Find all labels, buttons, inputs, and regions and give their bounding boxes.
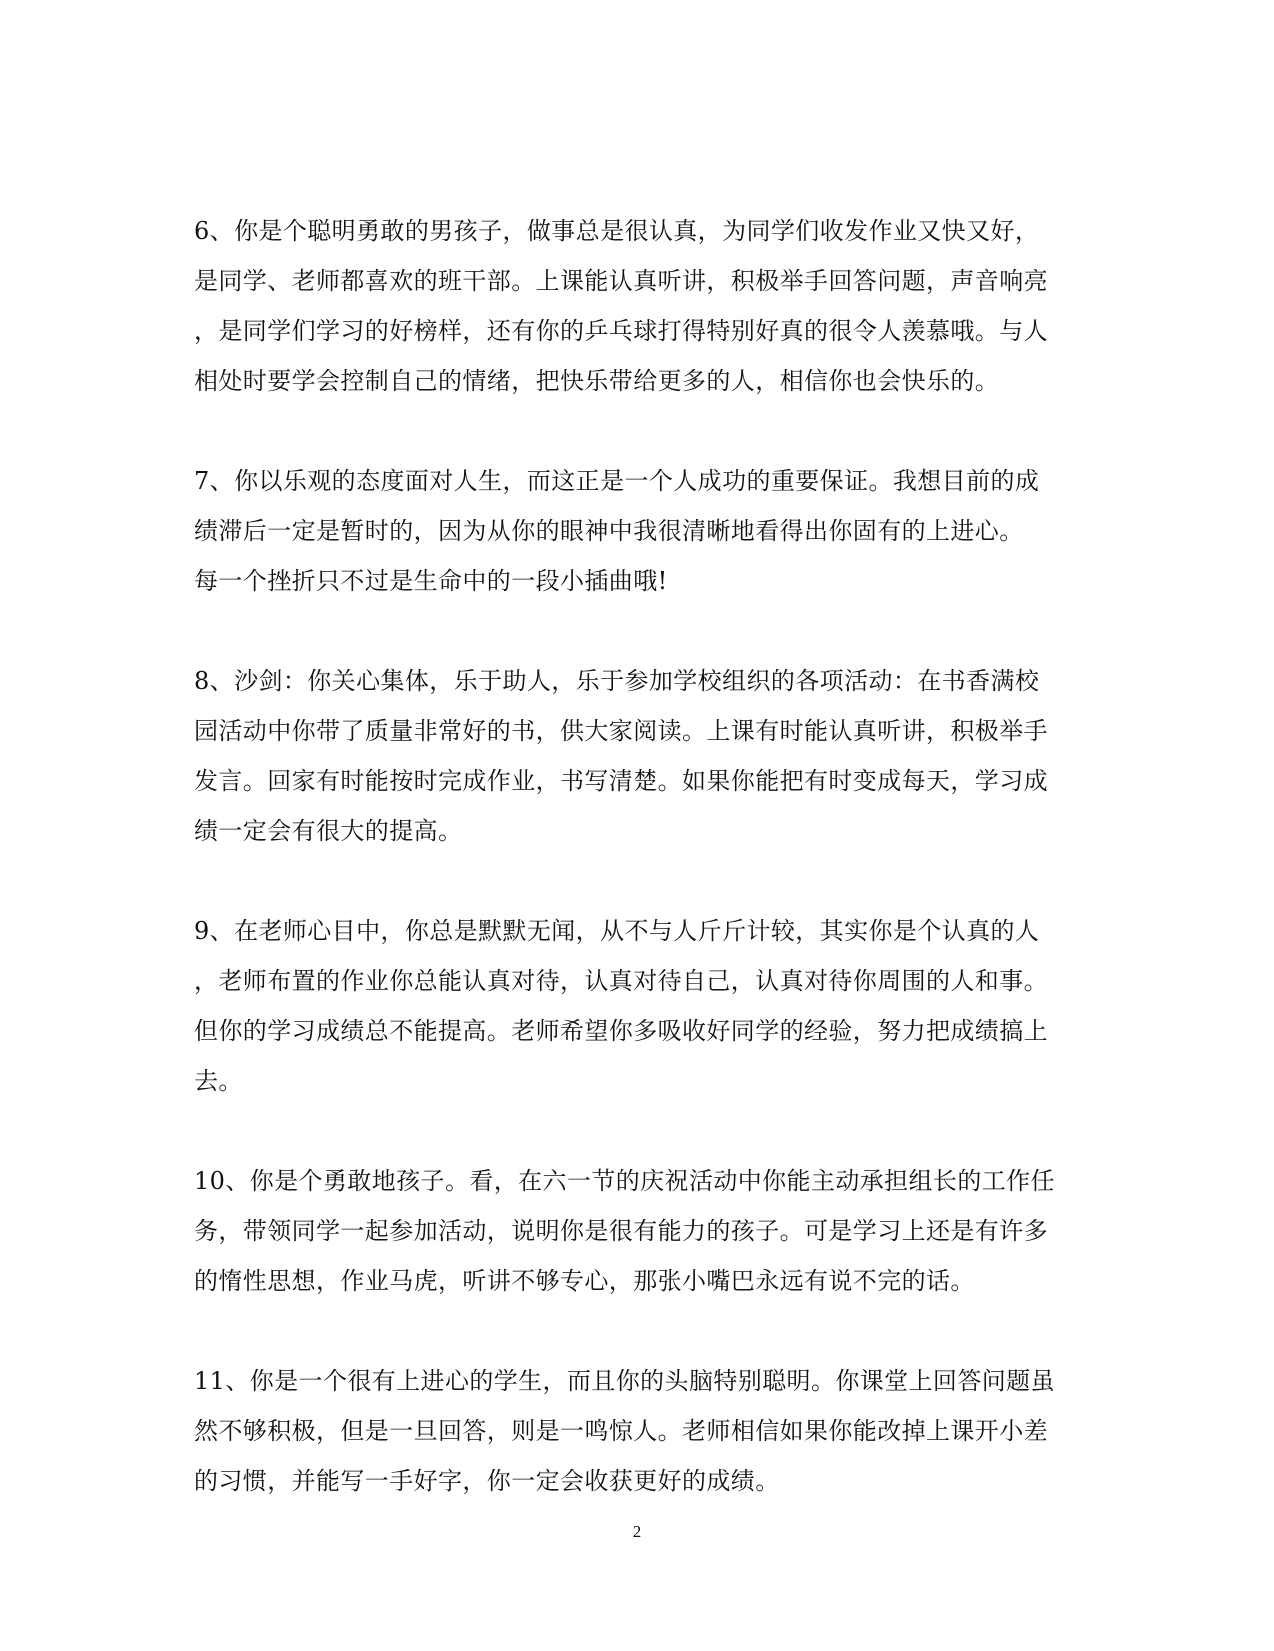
text-line: 绩滞后一定是暂时的，因为从你的眼神中我很清晰地看得出你固有的上进心。 [194,517,1024,545]
paragraph-9 [194,906,1074,1106]
text-line: 是同学、老师都喜欢的班干部。上课能认真听讲，积极举手回答问题，声音响亮 [194,267,1048,295]
paragraph-8 [194,656,1074,856]
text-line: 绩一定会有很大的提高。 [194,817,463,845]
text-line: 然不够积极，但是一旦回答，则是一鸣惊人。老师相信如果你能改掉上课开小差 [194,1417,1048,1445]
text-line: 的习惯，并能写一手好字，你一定会收获更好的成绩。 [194,1467,780,1495]
text-line: 8、沙剑：你关心集体，乐于助人，乐于参加学校组织的各项活动：在书香满校 [194,667,1040,695]
page-number: 2 [632,1522,642,1541]
text-line: 园活动中你带了质量非常好的书，供大家阅读。上课有时能认真听讲，积极举手 [194,717,1048,745]
paragraph-10 [194,1156,1074,1306]
text-line: ，是同学们学习的好榜样，还有你的乒乓球打得特别好真的很令人羡慕哦。与人 [194,317,1048,345]
paragraph-6 [194,206,1074,406]
body-text [194,206,1074,1556]
text-line: 7、你以乐观的态度面对人生，而这正是一个人成功的重要保证。我想目前的成 [194,467,1040,495]
paragraph-7 [194,456,1074,606]
text-line: 但你的学习成绩总不能提高。老师希望你多吸收好同学的经验，努力把成绩搞上 [194,1017,1048,1045]
text-line: 11、你是一个很有上进心的学生，而且你的头脑特别聪明。你课堂上回答问题虽 [194,1367,1055,1395]
paragraph-11 [194,1356,1074,1506]
text-line: 发言。回家有时能按时完成作业，书写清楚。如果你能把有时变成每天，学习成 [194,767,1048,795]
text-line: 10、你是个勇敢地孩子。看，在六一节的庆祝活动中你能主动承担组长的工作任 [194,1167,1055,1195]
text-line: 相处时要学会控制自己的情绪，把快乐带给更多的人，相信你也会快乐的。 [194,367,1000,395]
text-line: 每一个挫折只不过是生命中的一段小插曲哦! [194,567,668,595]
text-line: 6、你是个聪明勇敢的男孩子，做事总是很认真，为同学们收发作业又快又好， [194,217,1040,245]
text-line: 的惰性思想，作业马虎，听讲不够专心，那张小嘴巴永远有说不完的话。 [194,1267,975,1295]
text-line: 去。 [194,1067,243,1095]
text-line: 9、在老师心目中，你总是默默无闻，从不与人斤斤计较，其实你是个认真的人 [194,917,1040,945]
text-line: ，老师布置的作业你总能认真对待，认真对待自己，认真对待你周围的人和事。 [194,967,1048,995]
text-line: 务，带领同学一起参加活动，说明你是很有能力的孩子。可是学习上还是有许多 [194,1217,1048,1245]
